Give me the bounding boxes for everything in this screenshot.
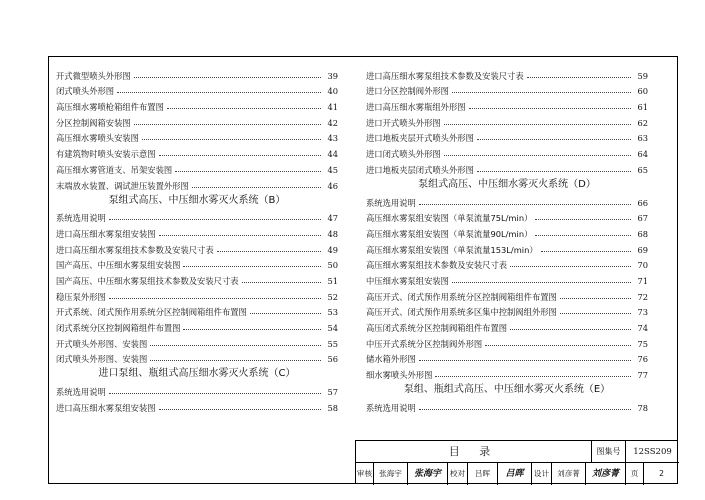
toc-entry-page: 72 — [637, 291, 648, 302]
toc-entry-title: 系统选用说明 — [366, 402, 416, 413]
toc-entry-title: 中压细水雾泵组安装图 — [366, 275, 449, 286]
toc-entry-page: 46 — [327, 180, 338, 191]
check-name: 吕晖 — [468, 463, 498, 485]
toc-entry-title: 分区控制阀箱安装图 — [56, 117, 131, 128]
toc-entry — [56, 334, 338, 350]
toc-entry-title: 进口闭式喷头外形图 — [366, 149, 441, 160]
dot-leader — [183, 329, 321, 330]
signature-row — [356, 463, 679, 485]
dot-leader — [477, 171, 631, 172]
toc-entry — [366, 350, 648, 366]
toc-entry-page: 60 — [637, 86, 648, 97]
toc-entry-page: 55 — [327, 338, 338, 349]
toc-entry-page: 54 — [327, 323, 338, 333]
toc-entry-page: 61 — [637, 102, 648, 113]
dot-leader — [535, 219, 631, 220]
section-heading: 泵组式高压、中压细水雾灭火系统（B） — [108, 194, 286, 206]
toc-entry-title: 高压细水雾管道支、吊架安装图 — [56, 164, 173, 175]
toc-entry-page: 67 — [637, 213, 648, 224]
atlas-number: 12SS209 — [626, 441, 679, 463]
toc-entry-page: 42 — [327, 117, 338, 128]
dot-leader — [150, 360, 321, 361]
toc-entry — [56, 144, 338, 160]
toc-entry — [366, 365, 648, 381]
dot-leader — [510, 266, 631, 267]
toc-entry — [366, 160, 648, 176]
toc-entry — [366, 303, 648, 319]
toc-entry-title: 系统选用说明 — [56, 213, 106, 224]
toc-entry-page: 63 — [637, 133, 648, 144]
toc-entry — [56, 303, 338, 319]
dot-leader — [250, 313, 321, 314]
toc-entry — [366, 113, 648, 129]
toc-entry — [366, 82, 648, 98]
toc-entry-page: 62 — [637, 117, 648, 128]
toc-entry-title: 进口高压细水雾泵组安装图 — [56, 402, 156, 413]
toc-entry-title: 开式喷头外形图、安装图 — [56, 338, 148, 349]
toc-entry — [366, 398, 648, 414]
design-label: 设计 — [532, 463, 552, 485]
toc-entry-title: 有建筑物时喷头安装示意图 — [56, 149, 156, 160]
toc-entry-title: 闭式喷头外形图、安装图 — [56, 354, 148, 365]
toc-entry-title: 进口高压细水雾泵组技术参数及安装尺寸表 — [366, 70, 524, 81]
toc-entry-title: 开式微型喷头外形图 — [56, 70, 131, 81]
dot-leader — [560, 298, 631, 299]
dot-leader — [477, 139, 631, 140]
toc-entry-page: 68 — [637, 228, 648, 239]
dot-leader — [419, 360, 631, 361]
toc-entry-page: 45 — [327, 164, 338, 175]
toc-entry-title: 高压细水雾喷头安装图 — [56, 133, 139, 144]
dot-leader — [242, 282, 321, 283]
toc-entry-title: 稳压泵外形图 — [56, 291, 106, 302]
toc-entry-title: 进口高压细水雾泵组技术参数及安装尺寸表 — [56, 244, 214, 255]
toc-entry-title: 储水箱外形图 — [366, 354, 416, 365]
toc-entry — [366, 287, 648, 303]
toc-entry-title: 进口地板夹层闭式喷头外形图 — [366, 164, 474, 175]
dot-leader — [117, 92, 321, 93]
toc-entry — [56, 240, 338, 256]
toc-entry-title: 系统选用说明 — [56, 387, 106, 398]
toc-entry — [56, 97, 338, 113]
toc-entry-title: 闭式系统分区控制阀箱组件布置图 — [56, 323, 181, 333]
dot-leader — [535, 235, 631, 236]
review-name: 张海宇 — [374, 463, 408, 485]
toc-entry — [56, 398, 338, 414]
toc-entry — [366, 271, 648, 287]
toc-entry-page: 78 — [637, 402, 648, 413]
title-block-title: 目 录 — [356, 441, 592, 463]
toc-entry-page: 75 — [637, 338, 648, 349]
toc-entry — [56, 82, 338, 98]
toc-entry-page: 43 — [327, 133, 338, 144]
dot-leader — [452, 282, 631, 283]
dot-leader — [419, 409, 631, 410]
section-heading: 进口泵组、瓶组式高压细水雾灭火系统（C） — [98, 368, 296, 380]
toc-entry-title: 高压细水雾泵组安装图（单泵流量153L/min） — [366, 244, 538, 255]
toc-entry — [56, 271, 338, 287]
toc-entry-page: 73 — [637, 307, 648, 318]
section-heading: 泵组式高压、中压细水雾灭火系统（D） — [418, 178, 596, 190]
page-label: 页 — [626, 463, 644, 485]
toc-entry-page: 52 — [327, 291, 338, 302]
design-name: 刘彦菁 — [552, 463, 586, 485]
toc-entry-page: 44 — [327, 149, 338, 160]
dot-leader — [419, 204, 631, 205]
toc-entry-page: 65 — [637, 164, 648, 175]
toc-entry-page: 77 — [637, 370, 648, 381]
toc-entry-page: 58 — [327, 402, 338, 413]
dot-leader — [444, 155, 631, 156]
toc-entry — [56, 176, 338, 192]
toc-entry-page: 66 — [637, 197, 648, 208]
toc-entry — [56, 287, 338, 303]
toc-entry-page: 48 — [327, 228, 338, 239]
toc-entry-page: 57 — [327, 387, 338, 398]
dot-leader — [109, 393, 321, 394]
review-label: 审核 — [356, 463, 374, 485]
dot-leader — [159, 235, 321, 236]
dot-leader — [134, 124, 321, 125]
toc-entry-page: 40 — [327, 86, 338, 97]
toc-entry-title: 中压开式系统分区控制阀外形图 — [366, 338, 483, 349]
toc-entry — [366, 318, 648, 334]
dot-leader — [150, 345, 321, 346]
dot-leader — [485, 345, 631, 346]
check-signature: 吕晖 — [498, 463, 532, 485]
toc-entry-title: 国产高压、中压细水雾泵组技术参数及安装尺寸表 — [56, 275, 239, 286]
toc-entry — [56, 160, 338, 176]
page-number: 2 — [659, 469, 664, 478]
toc-entry-title: 开式系统、闭式预作用系统分区控制阀箱组件布置图 — [56, 307, 247, 318]
dot-leader — [167, 108, 321, 109]
toc-entry — [56, 209, 338, 225]
toc-entry-page: 69 — [637, 244, 648, 255]
title-block — [355, 440, 678, 484]
toc-entry-title: 闭式喷头外形图 — [56, 86, 115, 97]
toc-entry — [366, 193, 648, 209]
toc-entry-title: 进口地板夹层开式喷头外形图 — [366, 133, 474, 144]
dot-leader — [444, 124, 631, 125]
toc-entry — [56, 382, 338, 398]
toc-entry — [56, 129, 338, 145]
toc-entry-title: 末端放水装置、调试泄压装置外形图 — [56, 180, 189, 191]
toc-entry-page: 47 — [327, 213, 338, 224]
dot-leader — [175, 171, 321, 172]
toc-entry-title: 国产高压、中压细水雾泵组安装图 — [56, 260, 181, 271]
toc-entry-title: 高压细水雾喷枪箱组件布置图 — [56, 102, 164, 113]
toc-entry-title: 进口分区控制阀外形图 — [366, 86, 449, 97]
toc-entry-title: 高压细水雾泵组技术参数及安装尺寸表 — [366, 260, 508, 271]
toc-entry-title: 高压细水雾泵组安装图（单泵流量75L/min） — [366, 213, 533, 224]
dot-leader — [142, 139, 321, 140]
dot-leader — [159, 409, 321, 410]
toc-entry — [56, 350, 338, 366]
toc-entry-title: 高压闭式系统分区控制阀箱组件布置图 — [366, 323, 508, 333]
toc-entry — [56, 113, 338, 129]
toc-left-column — [56, 66, 338, 414]
dot-leader — [560, 313, 631, 314]
dot-leader — [452, 92, 631, 93]
dot-leader — [134, 77, 321, 78]
toc-entry-page: 39 — [327, 70, 338, 81]
dot-leader — [159, 155, 321, 156]
toc-entry — [366, 256, 648, 272]
toc-entry-page: 70 — [637, 260, 648, 271]
toc-entry-page: 49 — [327, 244, 338, 255]
toc-entry — [56, 66, 338, 82]
dot-leader — [527, 77, 631, 78]
toc-entry — [366, 240, 648, 256]
toc-entry — [366, 129, 648, 145]
dot-leader — [183, 266, 321, 267]
toc-entry-title: 进口高压细水雾瓶组外形图 — [366, 102, 466, 113]
toc-right-column — [366, 66, 648, 414]
toc-entry-page: 76 — [637, 354, 648, 365]
dot-leader — [510, 329, 631, 330]
section-heading: 泵组、瓶组式高压、中压细水雾灭火系统（E） — [403, 384, 611, 396]
toc-entry-page: 56 — [327, 354, 338, 365]
dot-leader — [469, 108, 631, 109]
toc-entry-page: 51 — [327, 275, 338, 286]
toc-entry-title: 细水雾喷头外形图 — [366, 370, 433, 381]
toc-entry — [366, 144, 648, 160]
toc-entry — [56, 318, 338, 334]
toc-entry — [56, 256, 338, 272]
toc-entry-page: 74 — [637, 323, 648, 333]
toc-entry-title: 高压开式、闭式预作用系统多区集中控制阀组外形图 — [366, 307, 557, 318]
atlas-number-label: 图集号 — [592, 441, 626, 463]
dot-leader — [109, 298, 321, 299]
dot-leader — [109, 219, 321, 220]
toc-entry-page: 59 — [637, 70, 648, 81]
toc-entry-page: 53 — [327, 307, 338, 318]
toc-entry-page: 41 — [327, 102, 338, 113]
toc-entry — [366, 66, 648, 82]
toc-entry — [56, 224, 338, 240]
dot-leader — [435, 376, 631, 377]
toc-entry — [366, 334, 648, 350]
dot-leader — [541, 251, 631, 252]
dot-leader — [217, 251, 321, 252]
design-signature: 刘彦菁 — [586, 463, 626, 485]
toc-entry-title: 系统选用说明 — [366, 197, 416, 208]
toc-entry-title: 进口高压细水雾泵组安装图 — [56, 228, 156, 239]
toc-entry — [366, 224, 648, 240]
toc-entry — [366, 209, 648, 225]
toc-entry-title: 高压开式、闭式预作用系统分区控制阀箱组件布置图 — [366, 291, 557, 302]
check-label: 校对 — [448, 463, 468, 485]
toc-entry-title: 高压细水雾泵组安装图（单泵流量90L/min） — [366, 228, 533, 239]
toc-entry — [366, 97, 648, 113]
toc-entry-page: 64 — [637, 149, 648, 160]
review-signature: 张海宇 — [408, 463, 448, 485]
toc-entry-page: 50 — [327, 260, 338, 271]
dot-leader — [192, 187, 321, 188]
toc-entry-title: 进口开式喷头外形图 — [366, 117, 441, 128]
toc-entry-page: 71 — [637, 275, 648, 286]
